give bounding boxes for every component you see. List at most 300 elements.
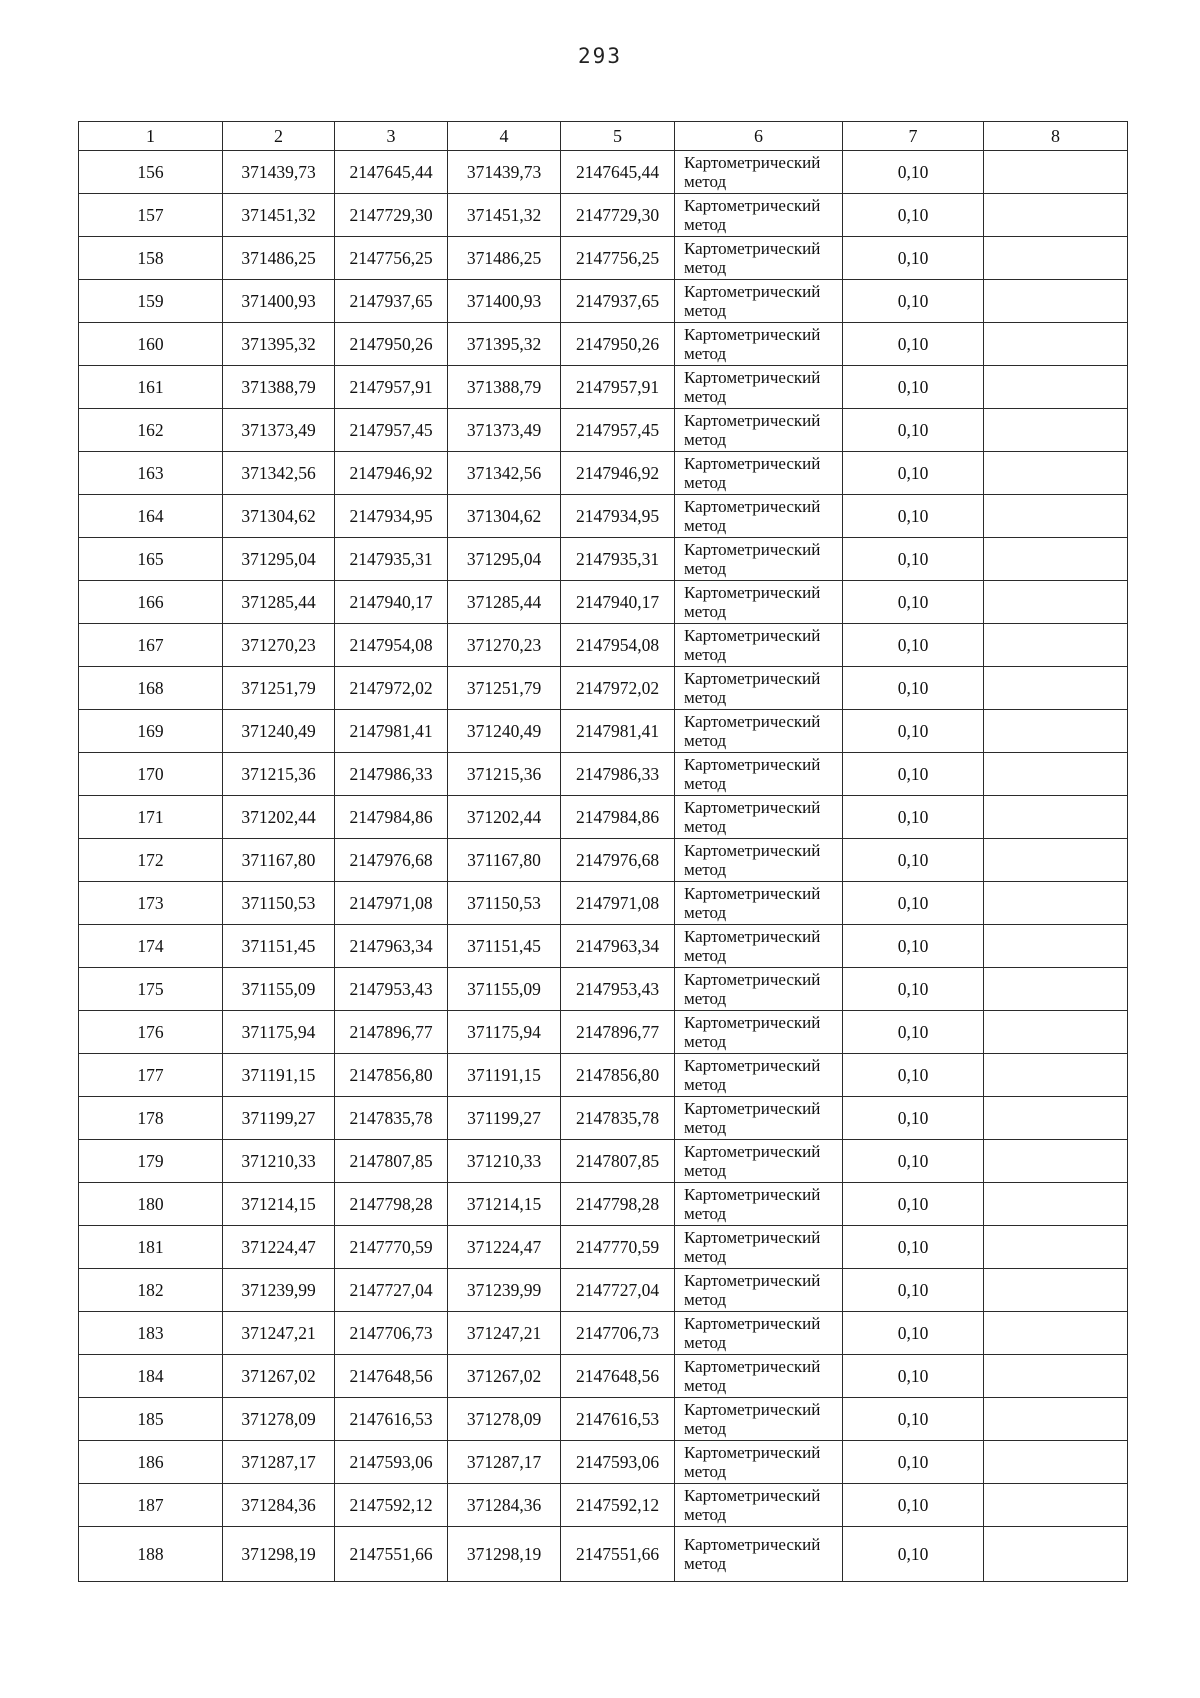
accuracy-cell: 0,10 <box>843 1011 984 1054</box>
y-coordinate-new-cell: 2147770,59 <box>561 1226 675 1269</box>
accuracy-cell: 0,10 <box>843 495 984 538</box>
table-row <box>79 667 1128 710</box>
point-number-cell: 172 <box>79 839 223 882</box>
point-number-cell: 180 <box>79 1183 223 1226</box>
table-row <box>79 1398 1128 1441</box>
x-coordinate-new-cell: 371210,33 <box>448 1140 561 1183</box>
x-coordinate-cell: 371155,09 <box>223 968 335 1011</box>
accuracy-cell: 0,10 <box>843 1484 984 1527</box>
method-line-2: метод <box>684 1290 727 1309</box>
y-coordinate-cell: 2147976,68 <box>335 839 448 882</box>
x-coordinate-cell: 371298,19 <box>223 1527 335 1582</box>
y-coordinate-cell: 2147940,17 <box>335 581 448 624</box>
table-row <box>79 194 1128 237</box>
x-coordinate-cell: 371215,36 <box>223 753 335 796</box>
method-line-2: метод <box>684 215 727 234</box>
table-row <box>79 280 1128 323</box>
method-line-1: Картометрический <box>684 196 821 215</box>
method-line-2: метод <box>684 860 727 879</box>
table-row <box>79 538 1128 581</box>
method-line-2: метод <box>684 473 727 492</box>
x-coordinate-cell: 371239,99 <box>223 1269 335 1312</box>
method-cell <box>675 1011 843 1054</box>
column-8-cell <box>984 1355 1128 1398</box>
x-coordinate-cell: 371199,27 <box>223 1097 335 1140</box>
point-number-cell: 171 <box>79 796 223 839</box>
x-coordinate-cell: 371240,49 <box>223 710 335 753</box>
method-cell <box>675 968 843 1011</box>
y-coordinate-cell: 2147648,56 <box>335 1355 448 1398</box>
method-line-2: метод <box>684 258 727 277</box>
point-number-cell: 174 <box>79 925 223 968</box>
x-coordinate-new-cell: 371439,73 <box>448 151 561 194</box>
x-coordinate-cell: 371295,04 <box>223 538 335 581</box>
method-line-1: Картометрический <box>684 1013 821 1032</box>
x-coordinate-cell: 371287,17 <box>223 1441 335 1484</box>
y-coordinate-cell: 2147971,08 <box>335 882 448 925</box>
x-coordinate-cell: 371224,47 <box>223 1226 335 1269</box>
x-coordinate-new-cell: 371342,56 <box>448 452 561 495</box>
table-row <box>79 1355 1128 1398</box>
y-coordinate-new-cell: 2147946,92 <box>561 452 675 495</box>
column-8-cell <box>984 839 1128 882</box>
column-header-8: 8 <box>984 122 1128 151</box>
x-coordinate-new-cell: 371191,15 <box>448 1054 561 1097</box>
method-line-1: Картометрический <box>684 540 821 559</box>
accuracy-cell: 0,10 <box>843 1183 984 1226</box>
x-coordinate-new-cell: 371284,36 <box>448 1484 561 1527</box>
method-line-2: метод <box>684 1075 727 1094</box>
point-number-cell: 165 <box>79 538 223 581</box>
x-coordinate-cell: 371150,53 <box>223 882 335 925</box>
x-coordinate-new-cell: 371167,80 <box>448 839 561 882</box>
table-row <box>79 925 1128 968</box>
x-coordinate-new-cell: 371278,09 <box>448 1398 561 1441</box>
y-coordinate-cell: 2147551,66 <box>335 1527 448 1582</box>
column-8-cell <box>984 925 1128 968</box>
column-8-cell <box>984 366 1128 409</box>
x-coordinate-new-cell: 371214,15 <box>448 1183 561 1226</box>
method-line-1: Картометрический <box>684 1443 821 1462</box>
method-cell <box>675 710 843 753</box>
y-coordinate-new-cell: 2147950,26 <box>561 323 675 366</box>
column-header-5: 5 <box>561 122 675 151</box>
method-cell <box>675 280 843 323</box>
accuracy-cell: 0,10 <box>843 280 984 323</box>
table-row <box>79 452 1128 495</box>
method-cell <box>675 839 843 882</box>
x-coordinate-new-cell: 371388,79 <box>448 366 561 409</box>
accuracy-cell: 0,10 <box>843 581 984 624</box>
method-cell <box>675 796 843 839</box>
x-coordinate-cell: 371388,79 <box>223 366 335 409</box>
column-8-cell <box>984 538 1128 581</box>
method-line-2: метод <box>684 1462 727 1481</box>
accuracy-cell: 0,10 <box>843 667 984 710</box>
method-line-1: Картометрический <box>684 841 821 860</box>
point-number-cell: 170 <box>79 753 223 796</box>
y-coordinate-new-cell: 2147984,86 <box>561 796 675 839</box>
point-number-cell: 164 <box>79 495 223 538</box>
x-coordinate-cell: 371284,36 <box>223 1484 335 1527</box>
y-coordinate-new-cell: 2147592,12 <box>561 1484 675 1527</box>
method-cell <box>675 753 843 796</box>
accuracy-cell: 0,10 <box>843 839 984 882</box>
x-coordinate-cell: 371400,93 <box>223 280 335 323</box>
y-coordinate-new-cell: 2147648,56 <box>561 1355 675 1398</box>
method-line-1: Картометрический <box>684 1142 821 1161</box>
y-coordinate-cell: 2147972,02 <box>335 667 448 710</box>
table-row <box>79 624 1128 667</box>
table-row <box>79 796 1128 839</box>
accuracy-cell: 0,10 <box>843 1097 984 1140</box>
x-coordinate-cell: 371439,73 <box>223 151 335 194</box>
method-cell <box>675 151 843 194</box>
x-coordinate-cell: 371285,44 <box>223 581 335 624</box>
y-coordinate-cell: 2147986,33 <box>335 753 448 796</box>
point-number-cell: 163 <box>79 452 223 495</box>
x-coordinate-cell: 371191,15 <box>223 1054 335 1097</box>
method-line-1: Картометрический <box>684 411 821 430</box>
method-line-2: метод <box>684 1376 727 1395</box>
y-coordinate-new-cell: 2147706,73 <box>561 1312 675 1355</box>
y-coordinate-new-cell: 2147807,85 <box>561 1140 675 1183</box>
column-8-cell <box>984 495 1128 538</box>
accuracy-cell: 0,10 <box>843 366 984 409</box>
method-cell <box>675 667 843 710</box>
x-coordinate-new-cell: 371150,53 <box>448 882 561 925</box>
y-coordinate-new-cell: 2147835,78 <box>561 1097 675 1140</box>
method-line-2: метод <box>684 387 727 406</box>
point-number-cell: 188 <box>79 1527 223 1582</box>
method-line-1: Картометрический <box>684 1271 821 1290</box>
method-cell <box>675 1527 843 1582</box>
y-coordinate-new-cell: 2147798,28 <box>561 1183 675 1226</box>
x-coordinate-new-cell: 371247,21 <box>448 1312 561 1355</box>
x-coordinate-cell: 371486,25 <box>223 237 335 280</box>
y-coordinate-new-cell: 2147727,04 <box>561 1269 675 1312</box>
x-coordinate-new-cell: 371285,44 <box>448 581 561 624</box>
x-coordinate-new-cell: 371451,32 <box>448 194 561 237</box>
method-line-1: Картометрический <box>684 1185 821 1204</box>
method-cell <box>675 624 843 667</box>
x-coordinate-new-cell: 371400,93 <box>448 280 561 323</box>
method-cell <box>675 581 843 624</box>
point-number-cell: 162 <box>79 409 223 452</box>
method-line-2: метод <box>684 430 727 449</box>
method-cell <box>675 194 843 237</box>
accuracy-cell: 0,10 <box>843 1527 984 1582</box>
table-row <box>79 237 1128 280</box>
x-coordinate-new-cell: 371175,94 <box>448 1011 561 1054</box>
x-coordinate-new-cell: 371151,45 <box>448 925 561 968</box>
method-line-1: Картометрический <box>684 669 821 688</box>
y-coordinate-cell: 2147727,04 <box>335 1269 448 1312</box>
method-line-1: Картометрический <box>684 1228 821 1247</box>
method-cell <box>675 1398 843 1441</box>
column-8-cell <box>984 151 1128 194</box>
method-cell <box>675 1226 843 1269</box>
y-coordinate-new-cell: 2147972,02 <box>561 667 675 710</box>
x-coordinate-new-cell: 371240,49 <box>448 710 561 753</box>
point-number-cell: 169 <box>79 710 223 753</box>
y-coordinate-cell: 2147937,65 <box>335 280 448 323</box>
column-8-cell <box>984 1441 1128 1484</box>
y-coordinate-cell: 2147981,41 <box>335 710 448 753</box>
method-cell <box>675 538 843 581</box>
method-cell <box>675 452 843 495</box>
page-number: 293 <box>578 44 622 68</box>
header-row <box>79 122 1128 151</box>
x-coordinate-new-cell: 371270,23 <box>448 624 561 667</box>
accuracy-cell: 0,10 <box>843 1269 984 1312</box>
y-coordinate-cell: 2147616,53 <box>335 1398 448 1441</box>
method-cell <box>675 366 843 409</box>
method-line-2: метод <box>684 1419 727 1438</box>
y-coordinate-new-cell: 2147593,06 <box>561 1441 675 1484</box>
x-coordinate-new-cell: 371202,44 <box>448 796 561 839</box>
x-coordinate-cell: 371251,79 <box>223 667 335 710</box>
method-line-2: метод <box>684 1161 727 1180</box>
method-line-1: Картометрический <box>684 884 821 903</box>
x-coordinate-cell: 371247,21 <box>223 1312 335 1355</box>
y-coordinate-cell: 2147807,85 <box>335 1140 448 1183</box>
accuracy-cell: 0,10 <box>843 237 984 280</box>
column-8-cell <box>984 1054 1128 1097</box>
method-line-2: метод <box>684 989 727 1008</box>
method-line-1: Картометрический <box>684 497 821 516</box>
point-number-cell: 157 <box>79 194 223 237</box>
method-line-2: метод <box>684 1505 727 1524</box>
coordinates-table <box>78 121 1128 1582</box>
column-8-cell <box>984 452 1128 495</box>
table-row <box>79 1484 1128 1527</box>
method-line-2: метод <box>684 1554 727 1573</box>
accuracy-cell: 0,10 <box>843 925 984 968</box>
y-coordinate-cell: 2147770,59 <box>335 1226 448 1269</box>
column-8-cell <box>984 581 1128 624</box>
x-coordinate-cell: 371373,49 <box>223 409 335 452</box>
accuracy-cell: 0,10 <box>843 409 984 452</box>
method-line-2: метод <box>684 1247 727 1266</box>
point-number-cell: 182 <box>79 1269 223 1312</box>
method-line-2: метод <box>684 1032 727 1051</box>
x-coordinate-cell: 371175,94 <box>223 1011 335 1054</box>
method-cell <box>675 1484 843 1527</box>
y-coordinate-cell: 2147593,06 <box>335 1441 448 1484</box>
point-number-cell: 184 <box>79 1355 223 1398</box>
x-coordinate-new-cell: 371239,99 <box>448 1269 561 1312</box>
method-line-1: Картометрический <box>684 927 821 946</box>
method-line-2: метод <box>684 1118 727 1137</box>
point-number-cell: 176 <box>79 1011 223 1054</box>
accuracy-cell: 0,10 <box>843 1312 984 1355</box>
column-8-cell <box>984 968 1128 1011</box>
method-cell <box>675 237 843 280</box>
y-coordinate-cell: 2147592,12 <box>335 1484 448 1527</box>
method-line-2: метод <box>684 645 727 664</box>
point-number-cell: 187 <box>79 1484 223 1527</box>
table-row <box>79 1527 1128 1582</box>
method-cell <box>675 495 843 538</box>
point-number-cell: 179 <box>79 1140 223 1183</box>
x-coordinate-new-cell: 371215,36 <box>448 753 561 796</box>
y-coordinate-new-cell: 2147954,08 <box>561 624 675 667</box>
x-coordinate-cell: 371267,02 <box>223 1355 335 1398</box>
y-coordinate-cell: 2147706,73 <box>335 1312 448 1355</box>
table-row <box>79 1140 1128 1183</box>
column-8-cell <box>984 1011 1128 1054</box>
column-8-cell <box>984 280 1128 323</box>
x-coordinate-new-cell: 371155,09 <box>448 968 561 1011</box>
column-8-cell <box>984 1269 1128 1312</box>
y-coordinate-new-cell: 2147856,80 <box>561 1054 675 1097</box>
table-row <box>79 753 1128 796</box>
y-coordinate-new-cell: 2147957,45 <box>561 409 675 452</box>
method-line-2: метод <box>684 172 727 191</box>
x-coordinate-new-cell: 371267,02 <box>448 1355 561 1398</box>
x-coordinate-cell: 371395,32 <box>223 323 335 366</box>
method-line-2: метод <box>684 903 727 922</box>
accuracy-cell: 0,10 <box>843 796 984 839</box>
table-row <box>79 366 1128 409</box>
method-cell <box>675 409 843 452</box>
column-8-cell <box>984 796 1128 839</box>
accuracy-cell: 0,10 <box>843 194 984 237</box>
method-line-2: метод <box>684 559 727 578</box>
point-number-cell: 161 <box>79 366 223 409</box>
method-line-2: метод <box>684 946 727 965</box>
accuracy-cell: 0,10 <box>843 452 984 495</box>
method-cell <box>675 1097 843 1140</box>
x-coordinate-cell: 371202,44 <box>223 796 335 839</box>
y-coordinate-cell: 2147950,26 <box>335 323 448 366</box>
method-cell <box>675 925 843 968</box>
column-header-7: 7 <box>843 122 984 151</box>
accuracy-cell: 0,10 <box>843 753 984 796</box>
method-line-1: Картометрический <box>684 282 821 301</box>
y-coordinate-cell: 2147954,08 <box>335 624 448 667</box>
x-coordinate-cell: 371304,62 <box>223 495 335 538</box>
y-coordinate-new-cell: 2147963,34 <box>561 925 675 968</box>
x-coordinate-new-cell: 371295,04 <box>448 538 561 581</box>
y-coordinate-new-cell: 2147756,25 <box>561 237 675 280</box>
table-row <box>79 1054 1128 1097</box>
x-coordinate-new-cell: 371304,62 <box>448 495 561 538</box>
y-coordinate-cell: 2147935,31 <box>335 538 448 581</box>
method-line-1: Картометрический <box>684 1056 821 1075</box>
point-number-cell: 178 <box>79 1097 223 1140</box>
y-coordinate-new-cell: 2147957,91 <box>561 366 675 409</box>
method-cell <box>675 1140 843 1183</box>
column-8-cell <box>984 753 1128 796</box>
column-8-cell <box>984 1226 1128 1269</box>
y-coordinate-new-cell: 2147645,44 <box>561 151 675 194</box>
table-row <box>79 323 1128 366</box>
method-line-1: Картометрический <box>684 1099 821 1118</box>
table-row <box>79 968 1128 1011</box>
table-header <box>79 122 1128 151</box>
column-8-cell <box>984 1398 1128 1441</box>
x-coordinate-new-cell: 371373,49 <box>448 409 561 452</box>
column-8-cell <box>984 1097 1128 1140</box>
column-8-cell <box>984 624 1128 667</box>
method-line-2: метод <box>684 731 727 750</box>
y-coordinate-cell: 2147798,28 <box>335 1183 448 1226</box>
column-8-cell <box>984 667 1128 710</box>
table-row <box>79 1312 1128 1355</box>
column-header-3: 3 <box>335 122 448 151</box>
accuracy-cell: 0,10 <box>843 882 984 925</box>
point-number-cell: 175 <box>79 968 223 1011</box>
x-coordinate-cell: 371151,45 <box>223 925 335 968</box>
method-line-1: Картометрический <box>684 454 821 473</box>
point-number-cell: 177 <box>79 1054 223 1097</box>
table-row <box>79 1269 1128 1312</box>
y-coordinate-new-cell: 2147616,53 <box>561 1398 675 1441</box>
point-number-cell: 158 <box>79 237 223 280</box>
method-line-2: метод <box>684 301 727 320</box>
method-line-1: Картометрический <box>684 970 821 989</box>
method-line-1: Картометрический <box>684 626 821 645</box>
y-coordinate-new-cell: 2147937,65 <box>561 280 675 323</box>
table-row <box>79 1011 1128 1054</box>
x-coordinate-new-cell: 371251,79 <box>448 667 561 710</box>
y-coordinate-new-cell: 2147551,66 <box>561 1527 675 1582</box>
y-coordinate-cell: 2147957,91 <box>335 366 448 409</box>
column-8-cell <box>984 323 1128 366</box>
column-8-cell <box>984 409 1128 452</box>
method-cell <box>675 1441 843 1484</box>
table-row <box>79 1097 1128 1140</box>
table-row <box>79 1441 1128 1484</box>
y-coordinate-new-cell: 2147935,31 <box>561 538 675 581</box>
y-coordinate-cell: 2147729,30 <box>335 194 448 237</box>
method-line-1: Картометрический <box>684 1314 821 1333</box>
y-coordinate-cell: 2147856,80 <box>335 1054 448 1097</box>
table-row <box>79 1183 1128 1226</box>
x-coordinate-cell: 371214,15 <box>223 1183 335 1226</box>
y-coordinate-new-cell: 2147986,33 <box>561 753 675 796</box>
point-number-cell: 183 <box>79 1312 223 1355</box>
method-cell <box>675 1312 843 1355</box>
accuracy-cell: 0,10 <box>843 538 984 581</box>
method-line-1: Картометрический <box>684 368 821 387</box>
point-number-cell: 168 <box>79 667 223 710</box>
method-line-2: метод <box>684 688 727 707</box>
accuracy-cell: 0,10 <box>843 1398 984 1441</box>
x-coordinate-new-cell: 371199,27 <box>448 1097 561 1140</box>
accuracy-cell: 0,10 <box>843 968 984 1011</box>
method-line-2: метод <box>684 1333 727 1352</box>
accuracy-cell: 0,10 <box>843 1441 984 1484</box>
y-coordinate-cell: 2147896,77 <box>335 1011 448 1054</box>
method-line-2: метод <box>684 602 727 621</box>
column-8-cell <box>984 237 1128 280</box>
accuracy-cell: 0,10 <box>843 1355 984 1398</box>
accuracy-cell: 0,10 <box>843 710 984 753</box>
y-coordinate-new-cell: 2147971,08 <box>561 882 675 925</box>
method-cell <box>675 323 843 366</box>
y-coordinate-new-cell: 2147940,17 <box>561 581 675 624</box>
y-coordinate-cell: 2147953,43 <box>335 968 448 1011</box>
y-coordinate-cell: 2147984,86 <box>335 796 448 839</box>
point-number-cell: 173 <box>79 882 223 925</box>
accuracy-cell: 0,10 <box>843 1226 984 1269</box>
table-row <box>79 151 1128 194</box>
method-cell <box>675 1355 843 1398</box>
point-number-cell: 159 <box>79 280 223 323</box>
